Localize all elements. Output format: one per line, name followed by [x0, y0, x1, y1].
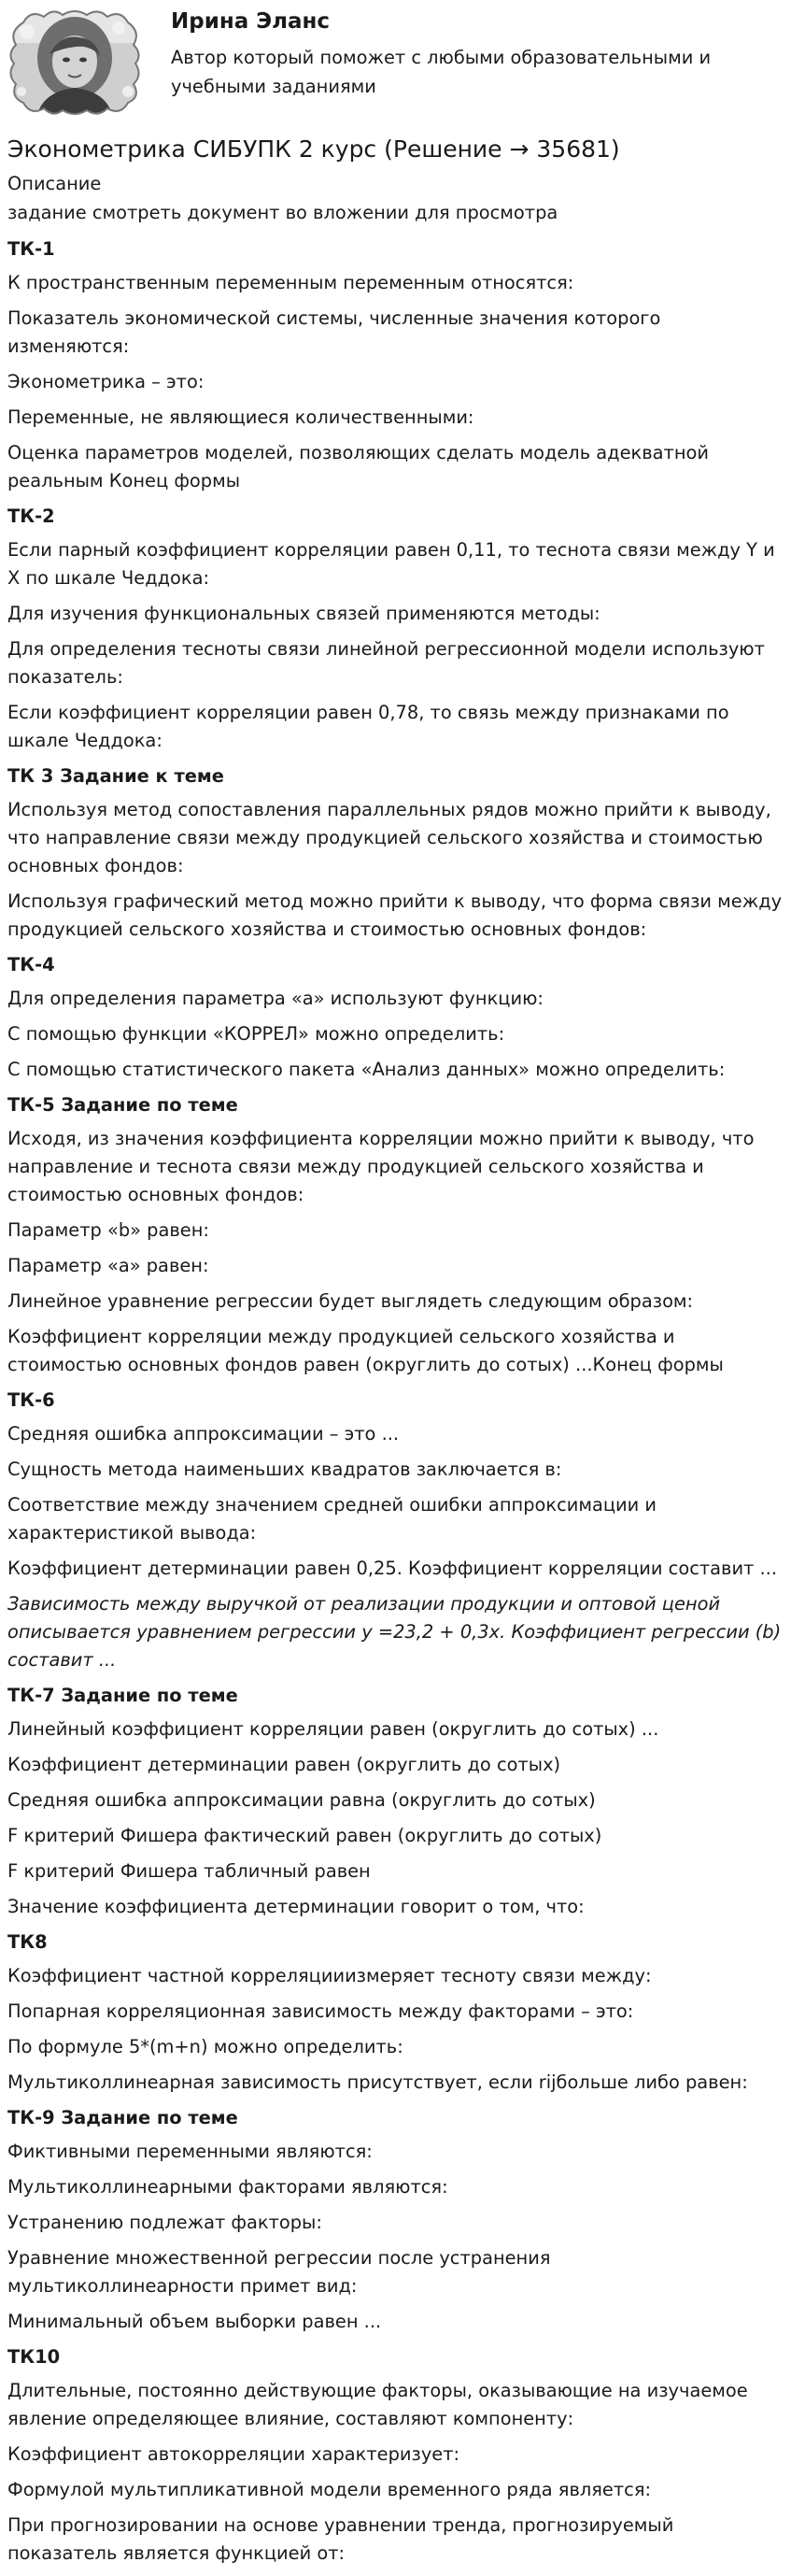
question-item: Параметр «а» равен: — [7, 1255, 209, 1276]
question-item: Мультиколлинеарными факторами являются: — [7, 2176, 448, 2198]
question-item: Коэффициент детерминации равен (округлить до сотых) — [7, 1754, 561, 1775]
question-item: Формулой мультипликативной модели временного ряда является: — [7, 2479, 652, 2500]
question-item: Линейный коэффициент корреляции равен (округлить до сотых) ... — [7, 1718, 659, 1740]
question-item: Коэффициент корреляции между продукцией сельского хозяйства и стоимостью основных фондов равен (округлить до сотых) ...Конец формы — [7, 1326, 724, 1375]
question-item: Показатель экономической системы, численные значения которого изменяются: — [7, 307, 661, 357]
page-title: Эконометрика СИБУПК 2 курс (Решение → 35681) — [7, 135, 620, 163]
question-item: По формуле 5*(m+n) можно определить: — [7, 2036, 403, 2057]
question-item: Коэффициент детерминации равен 0,25. Коэффициент корреляции составит ... — [7, 1558, 778, 1579]
section-title: ТК8 — [7, 1931, 48, 1953]
description-label: Описание — [7, 173, 102, 194]
question-item: К пространственным переменным переменным относятся: — [7, 272, 574, 293]
question-item: Параметр «b» равен: — [7, 1219, 209, 1241]
section-title: ТК 3 Задание к теме — [7, 765, 224, 787]
section-title: ТК-1 — [7, 238, 55, 260]
question-item: Длительные, постоянно действующие факторы, оказывающие на изучаемое явление определяющее влияние, составляют компоненту: — [7, 2380, 748, 2429]
author-header — [0, 0, 791, 131]
question-item: Если коэффициент корреляции равен 0,78, то связь между признаками по шкале Чеддока: — [7, 702, 729, 751]
section-title: ТК-5 Задание по теме — [7, 1094, 238, 1116]
author-description: Автор который поможет с любыми образовательными и учебными заданиями — [171, 47, 712, 97]
question-item: При прогнозировании на основе уравнении тренда, прогнозируемый показатель является функцией от: — [7, 2514, 674, 2564]
author-avatar[interactable] — [5, 6, 145, 118]
question-item: Попарная корреляционная зависимость между факторами – это: — [7, 2000, 634, 2022]
question-item: Эконометрика – это: — [7, 371, 205, 392]
question-item: Устранению подлежат факторы: — [7, 2212, 322, 2233]
question-item: Средняя ошибка аппроксимации равна (округлить до сотых) — [7, 1789, 596, 1811]
section-title: ТК-7 Задание по теме — [7, 1685, 238, 1706]
question-item: Для определения тесноты связи линейной регрессионной модели используют показатель: — [7, 638, 765, 688]
section-title: ТК-9 Задание по теме — [7, 2107, 238, 2128]
question-item: Используя графический метод можно прийти к выводу, что форма связи между продукцией сельского хозяйства и стоимостью основных фондов: — [7, 890, 783, 940]
question-item: Используя метод сопоставления параллельных рядов можно прийти к выводу, что направление связи между продукцией сельского хозяйства и стоимостью основных фондов: — [7, 799, 771, 876]
question-item: F критерий Фишера фактический равен (округлить до сотых) — [7, 1825, 602, 1846]
question-item: Коэффициент автокорреляции характеризует: — [7, 2443, 460, 2465]
question-item: Мультиколлинеарная зависимость присутствует, если rijбольше либо равен: — [7, 2071, 748, 2093]
question-item: Значение коэффициента детерминации говорит о том, что: — [7, 1896, 585, 1917]
question-item: Переменные, не являющиеся количественными: — [7, 406, 474, 428]
question-item: Фиктивными переменными являются: — [7, 2141, 373, 2162]
task-content — [7, 170, 783, 2575]
question-item: Зависимость между выручкой от реализации продукции и оптовой ценой описывается уравнением регрессии у =23,2 + 0,3х. Коэффициент регрессии (b) составит ... — [7, 1593, 782, 1671]
question-item: Соответствие между значением средней ошибки аппроксимации и характеристикой вывода: — [7, 1494, 657, 1544]
question-item: F критерий Фишера табличный равен — [7, 1860, 371, 1882]
section-title: ТК-6 — [7, 1389, 55, 1411]
question-item: Линейное уравнение регрессии будет выглядеть следующим образом: — [7, 1290, 694, 1312]
question-item: Коэффициент частной корреляцииизмеряет тесноту связи между: — [7, 1965, 652, 1986]
question-item: С помощью статистического пакета «Анализ данных» можно определить: — [7, 1059, 726, 1080]
question-item: Уравнение множественной регрессии после устранения мультиколлинеарности примет вид: — [7, 2247, 551, 2297]
section-title: ТК10 — [7, 2346, 61, 2368]
section-title: ТК-4 — [7, 954, 55, 975]
question-item: Минимальный объем выборки равен ... — [7, 2311, 382, 2332]
question-item: Для изучения функциональных связей применяются методы: — [7, 603, 600, 624]
question-item: Если парный коэффициент корреляции равен 0,11, то теснота связи между Y и X по шкале Чеддока: — [7, 539, 775, 589]
author-name[interactable]: Ирина Эланс — [171, 9, 331, 34]
question-item: Исходя, из значения коэффициента корреляции можно прийти к выводу, что направление и теснота связи между продукцией сельского хозяйства и стоимостью основных фондов: — [7, 1128, 755, 1205]
question-item: С помощью функции «КОРРЕЛ» можно определить: — [7, 1023, 505, 1045]
description-text: задание смотреть документ во вложении для просмотра — [7, 202, 558, 223]
question-item: Оценка параметров моделей, позволяющих сделать модель адекватной реальным Конец формы — [7, 442, 709, 491]
question-item: Для определения параметра «а» используют функцию: — [7, 988, 544, 1009]
section-title: ТК-2 — [7, 505, 55, 527]
question-item: Сущность метода наименьших квадратов заключается в: — [7, 1459, 562, 1480]
question-item: Средняя ошибка аппроксимации – это ... — [7, 1423, 400, 1445]
